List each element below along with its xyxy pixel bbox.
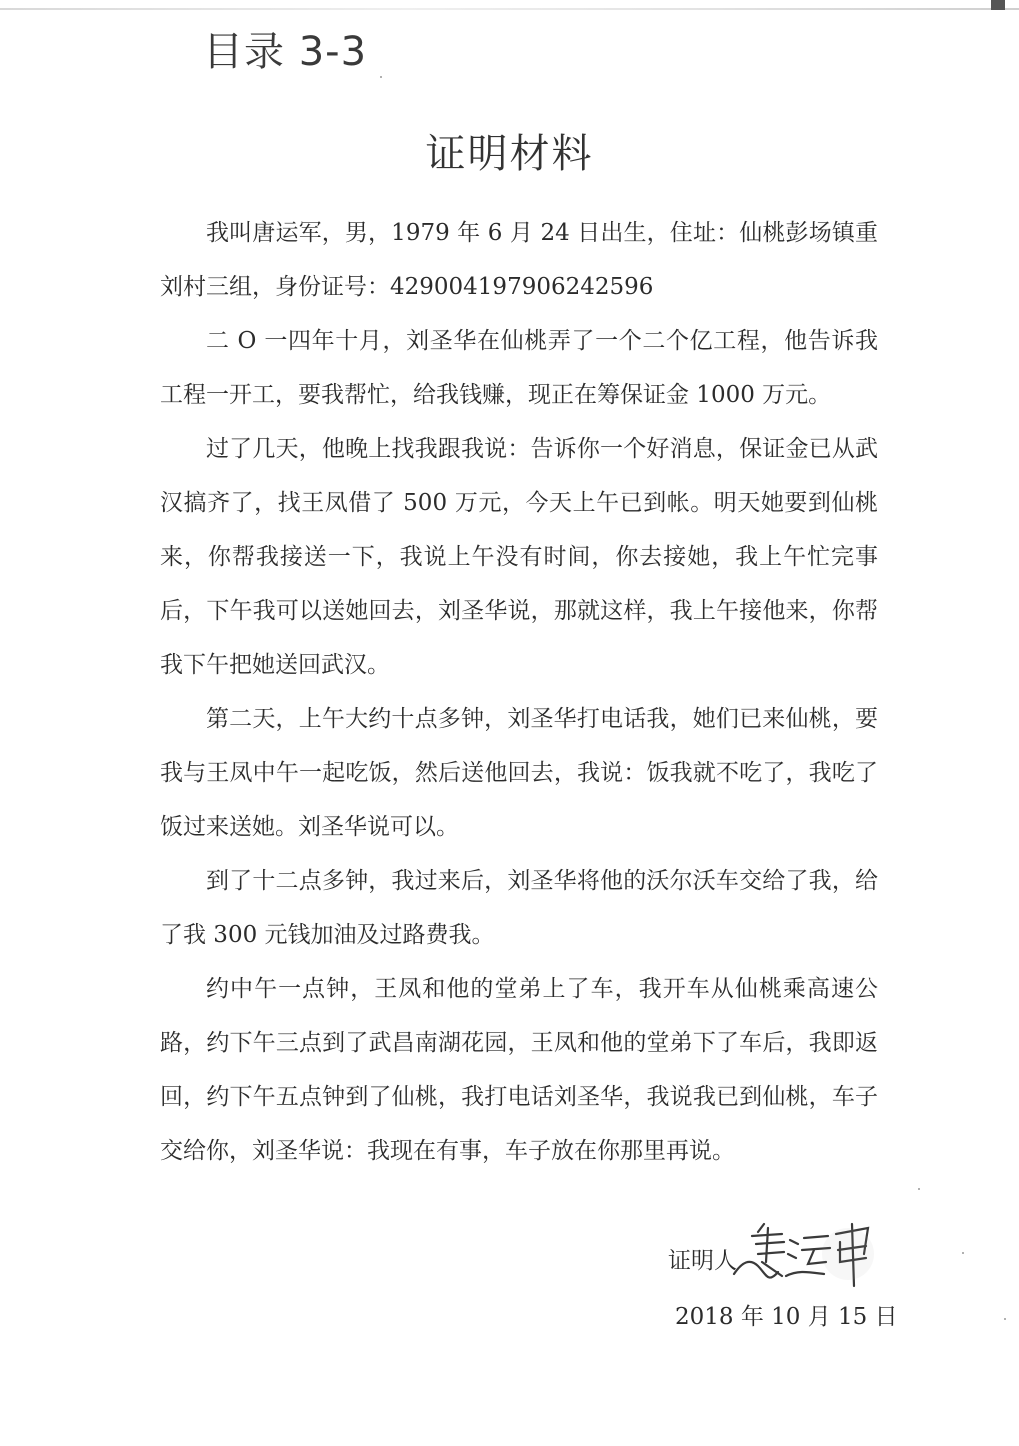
document-date: 2018 年 10 月 15 日: [675, 1304, 898, 1330]
scan-speck: [918, 1188, 920, 1190]
handwritten-signature: [728, 1214, 878, 1292]
paragraph-project: 二 O 一四年十月，刘圣华在仙桃弄了一个二个亿工程，他告诉我工程一开工，要我帮忙，给我钱赚，现正在筹保证金 1000 万元。: [160, 328, 878, 408]
document-title: 证明材料: [425, 131, 594, 177]
scan-edge-line: [0, 8, 1019, 10]
document-body: [160, 206, 878, 1178]
scan-corner-mark: [991, 0, 1005, 10]
scan-speck: [380, 76, 382, 78]
paragraph-next-day: 第二天，上午大约十点多钟，刘圣华打电话我，她们已来仙桃，要我与王凤中午一起吃饭，然后送他回去，我说：饭我就不吃了，我吃了饭过来送她。刘圣华说可以。: [160, 706, 878, 840]
paragraph-car-handover: 到了十二点多钟，我过来后，刘圣华将他的沃尔沃车交给了我，给了我 300 元钱加油及过路费我。: [160, 868, 878, 948]
scan-speck: [1004, 1318, 1006, 1320]
directory-label: 目录 3-3: [203, 29, 368, 75]
scan-speck: [962, 1252, 964, 1254]
paragraph-identity: 我叫唐运军，男，1979 年 6 月 24 日出生，住址：仙桃彭场镇重刘村三组，身份证号：429004197906242596: [160, 220, 878, 300]
signature-label: 证明人: [668, 1248, 737, 1274]
paragraph-trip: 约中午一点钟，王凤和他的堂弟上了车，我开车从仙桃乘高速公路，约下午三点到了武昌南湖花园，王凤和他的堂弟下了车后，我即返回，约下午五点钟到了仙桃，我打电话刘圣华，我说我已到仙桃，车子交给你，刘圣华说：我现在有事，车子放在你那里再说。: [160, 976, 878, 1164]
paragraph-deposit: 过了几天，他晚上找我跟我说：告诉你一个好消息，保证金已从武汉搞齐了，找王凤借了 500 万元，今天上午已到帐。明天她要到仙桃来，你帮我接送一下，我说上午没有时间，你去接她，我上午忙完事后，下午我可以送她回去，刘圣华说，那就这样，我上午接他来，你帮我下午把她送回武汉。: [160, 436, 878, 678]
